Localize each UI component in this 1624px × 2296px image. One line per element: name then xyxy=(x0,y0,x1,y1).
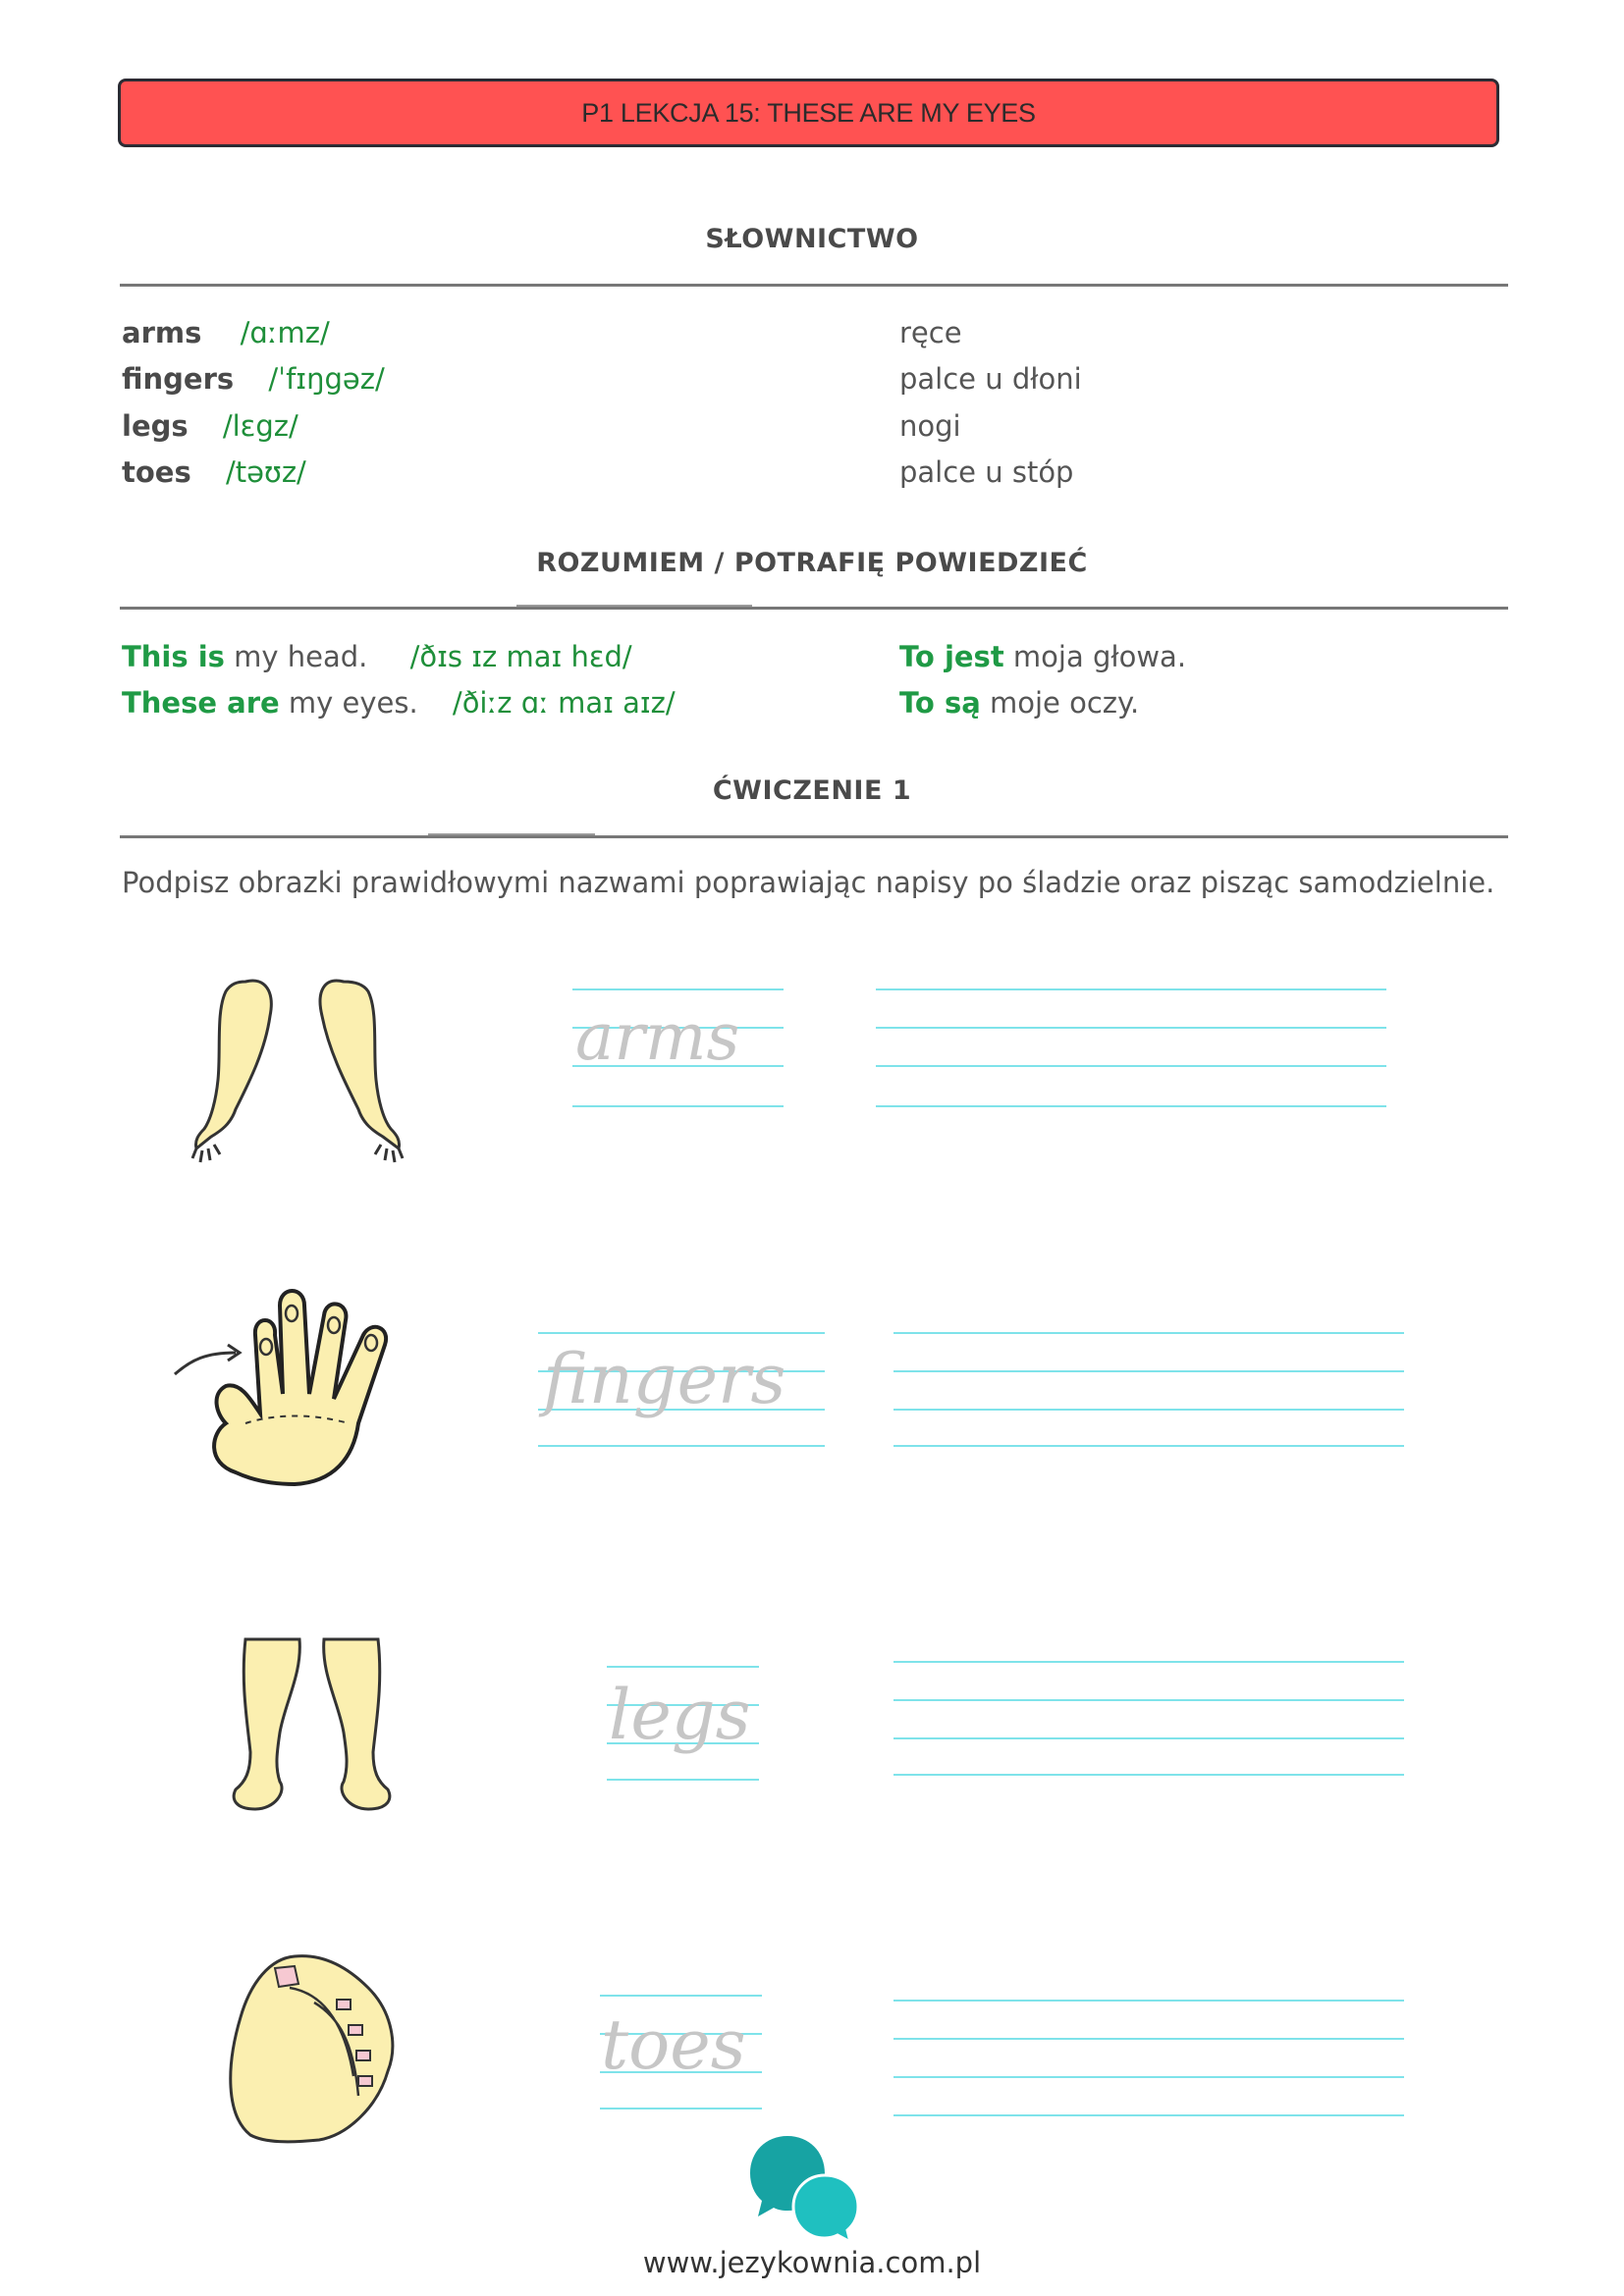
vocab-row xyxy=(122,316,330,349)
vocab-ipa: /lɛgz/ xyxy=(222,409,298,443)
exercise-heading: ĆWICZENIE 1 xyxy=(712,775,912,806)
vocab-word: legs xyxy=(122,409,189,443)
jezykownia-logo-icon xyxy=(748,2136,876,2244)
hand-picture xyxy=(167,1276,422,1487)
phrase-rest: my head. xyxy=(224,640,368,673)
trace-word: fingers xyxy=(543,1339,786,1419)
vocab-row xyxy=(122,362,385,396)
phrase-row xyxy=(122,640,632,673)
footer-url[interactable]: www.jezykownia.com.pl xyxy=(642,2246,982,2279)
vocab-ipa: /təʊz/ xyxy=(225,455,306,489)
phrase-rest: my eyes. xyxy=(279,686,418,720)
divider xyxy=(120,835,1508,838)
divider-accent xyxy=(516,605,752,607)
phrase-ipa: /ðɪs ɪz maɪ hɛd/ xyxy=(409,640,632,673)
arms-picture xyxy=(177,972,432,1168)
vocab-word: arms xyxy=(122,316,202,349)
foot-picture xyxy=(221,1949,407,2145)
leg-right xyxy=(324,1639,390,1809)
vocab-row xyxy=(122,409,298,443)
divider xyxy=(120,284,1508,287)
vocab-translation: ręce xyxy=(899,316,962,349)
phrase-translation xyxy=(899,640,1187,673)
vocab-word: fingers xyxy=(122,362,235,396)
exercise-instruction: Podpisz obrazki prawidłowymi nazwami poprawiając napisy po śladzie oraz pisząc samodzielnie. xyxy=(122,866,1495,899)
arm-left xyxy=(195,981,271,1148)
phrase-lead: This is xyxy=(122,640,225,673)
phrase-row xyxy=(122,686,676,720)
writing-lines xyxy=(876,987,1386,1110)
lesson-title-banner xyxy=(118,79,1499,147)
phrase-pl-rest: moja głowa. xyxy=(1003,640,1187,673)
hand-palm xyxy=(214,1291,386,1484)
phrase-pl-lead: To są xyxy=(899,686,981,720)
trace-word: toes xyxy=(601,2004,746,2085)
writing-lines xyxy=(893,1998,1404,2121)
divider xyxy=(120,607,1508,610)
writing-lines xyxy=(893,1659,1404,1779)
phrases-heading: ROZUMIEM / POTRAFIĘ POWIEDZIEĆ xyxy=(536,548,1088,578)
phrase-ipa: /ðiːz ɑː maɪ aɪz/ xyxy=(452,686,676,720)
vocab-translation: palce u stóp xyxy=(899,455,1074,489)
trace-word: legs xyxy=(609,1675,751,1755)
arm-right xyxy=(320,981,399,1148)
phrase-translation xyxy=(899,686,1140,720)
phrase-pl-lead: To jest xyxy=(899,640,1004,673)
vocabulary-heading: SŁOWNICTWO xyxy=(705,224,919,254)
writing-lines xyxy=(893,1330,1404,1450)
divider-accent xyxy=(428,833,595,835)
vocab-row xyxy=(122,455,306,489)
leg-left xyxy=(234,1639,299,1809)
trace-word: arms xyxy=(575,999,740,1075)
vocab-word: toes xyxy=(122,455,191,489)
vocab-ipa: /ɑːmz/ xyxy=(240,316,330,349)
foot-shape xyxy=(231,1956,393,2142)
phrase-pl-rest: moje oczy. xyxy=(980,686,1140,720)
legs-picture xyxy=(216,1634,412,1821)
vocab-ipa: /ˈfɪŋgəz/ xyxy=(268,362,385,396)
vocab-translation: palce u dłoni xyxy=(899,362,1082,396)
phrase-lead: These are xyxy=(122,686,280,720)
lesson-title: P1 LEKCJA 15: THESE ARE MY EYES xyxy=(581,97,1036,128)
vocab-translation: nogi xyxy=(899,409,961,443)
